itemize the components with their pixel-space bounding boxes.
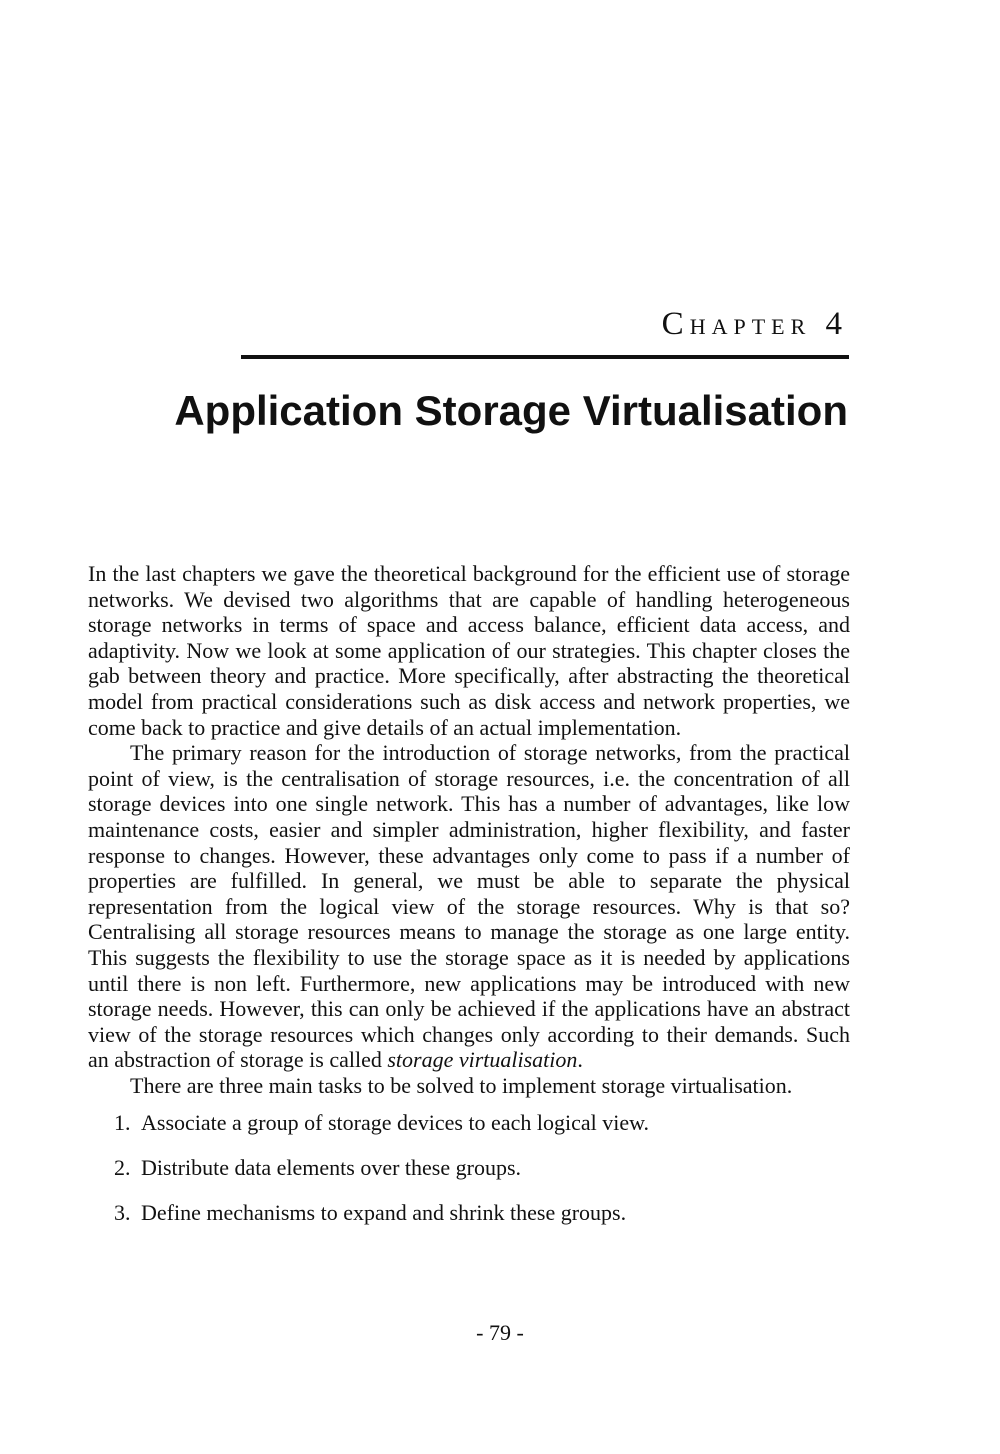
paragraph-motivation bbox=[88, 740, 850, 1073]
list-item bbox=[88, 1155, 850, 1181]
body-text bbox=[88, 561, 850, 1244]
chapter-rule bbox=[241, 355, 849, 359]
paragraph-motivation-end: . bbox=[577, 1047, 583, 1073]
list-item-number: 2. bbox=[114, 1155, 131, 1181]
paragraph-motivation-text: The primary reason for the introduction of storage networks, from the practical point of view, is the centralisation of storage resources, i.e. the concentration of all storage devices into one single network. This has a number of advantages, like low maintenance costs, easier and simpler administration, higher flexibility, and faster response to changes. However, these advantages only come to pass if a number of properties are fulfilled. In general, we must be able to separate the physical representation from the logical view of the storage resources. Why is that so? Centralising all storage resources means to manage the storage as one large entity. This suggests the flexibility to use the storage space as it is needed by applications until there is non left. Furthermore, new applications may be introduced with new storage needs. However, this can only be achieved if the applications have an abstract view of the storage resources which changes only according to their demands. Such an abstraction of storage is called bbox=[88, 740, 850, 1073]
list-item-text: Define mechanisms to expand and shrink these groups. bbox=[141, 1199, 627, 1225]
term-storage-virtualisation: storage virtualisation bbox=[387, 1047, 578, 1073]
paragraph-intro: In the last chapters we gave the theoretical background for the efficient use of storage networks. We devised two algorithms that are capable of handling heterogeneous storage networks in terms of space and access balance, efficient data access, and adaptivity. Now we look at some application of our strategies. This chapter closes the gab between theory and practice. More specifically, after abstracting the theoretical model from practical considerations such as disk access and network properties, we come back to practice and give details of an actual implementation. bbox=[88, 561, 850, 740]
paragraph-tasks-intro: There are three main tasks to be solved to implement storage virtualisation. bbox=[130, 1072, 793, 1098]
list-item-number: 3. bbox=[114, 1199, 131, 1225]
list-item bbox=[88, 1110, 850, 1136]
chapter-label-initial: C bbox=[661, 306, 690, 342]
chapter-number: 4 bbox=[825, 306, 848, 342]
chapter-title: Application Storage Virtualisation bbox=[174, 387, 848, 434]
list-item-text: Distribute data elements over these groups. bbox=[141, 1155, 522, 1181]
list-item-number: 1. bbox=[114, 1110, 131, 1136]
chapter-label bbox=[662, 308, 848, 341]
list-item-text: Associate a group of storage devices to each logical view. bbox=[141, 1110, 650, 1136]
page-number: - 79 - bbox=[476, 1320, 524, 1345]
chapter-label-rest: HAPTER bbox=[689, 314, 812, 339]
list-item bbox=[88, 1200, 850, 1226]
task-list bbox=[88, 1110, 850, 1225]
